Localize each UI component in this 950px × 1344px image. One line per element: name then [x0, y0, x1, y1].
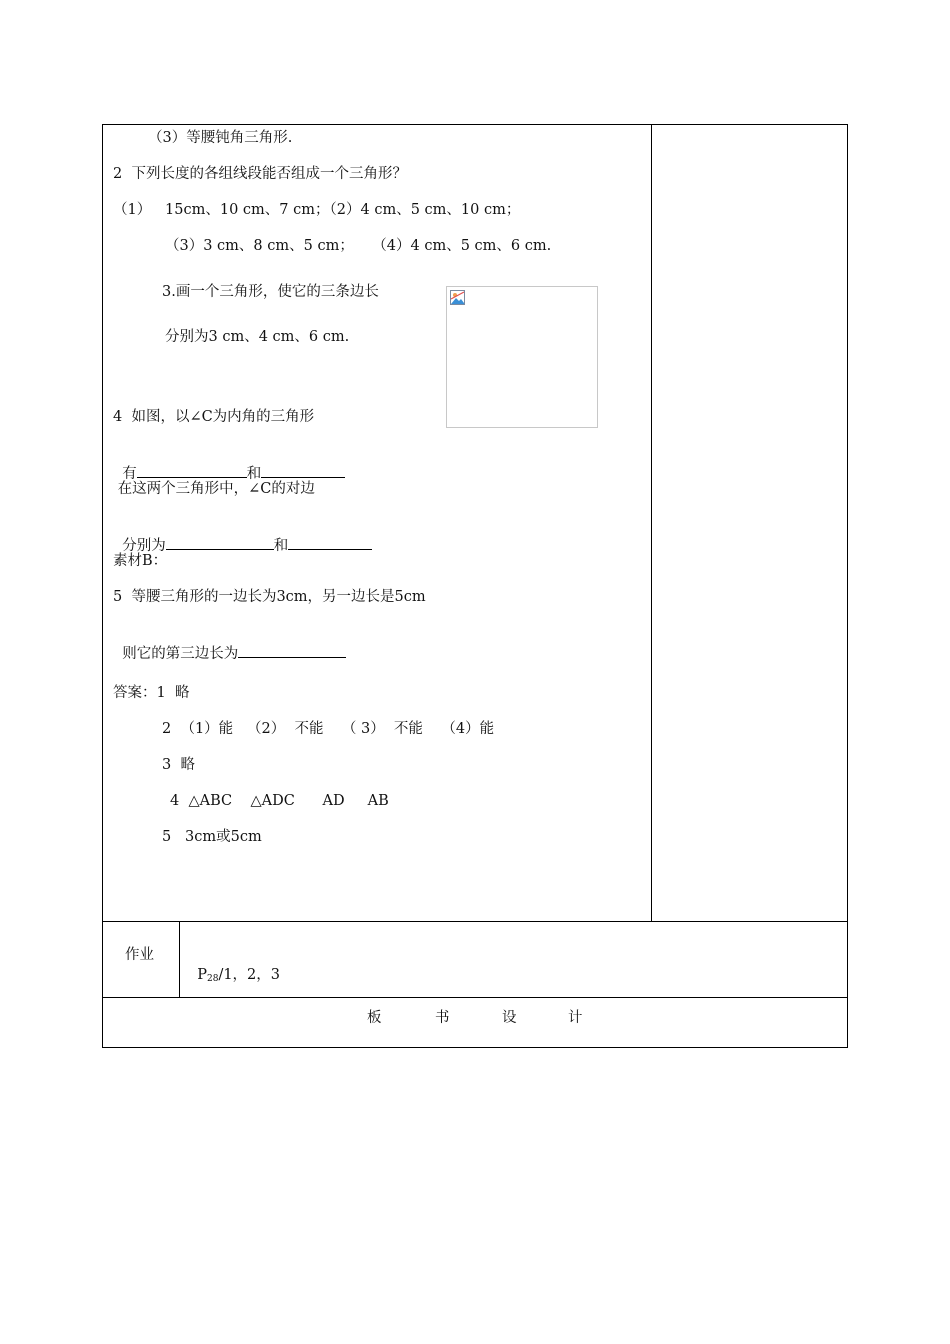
exercise-3-line-2: 分别为3 cm、4 cm、6 cm.	[165, 329, 350, 345]
exercise-4-blank-line-1	[113, 443, 345, 484]
homework-page-prefix: P	[197, 967, 207, 983]
table-border-bottom	[102, 1047, 848, 1048]
exercise-2-options-3-4: （3）3 cm、8 cm、5 cm； （4）4 cm、5 cm、6 cm.	[165, 238, 552, 254]
figure-placeholder	[446, 286, 598, 428]
exercise-4-opposite-side: 在这两个三角形中，∠C的对边	[113, 481, 315, 497]
row-divider-homework	[102, 921, 848, 922]
column-divider	[651, 124, 652, 922]
homework-problems: /1，2，3	[218, 967, 280, 983]
material-b-heading: 素材B：	[113, 553, 168, 569]
board-design-char-4: 计	[568, 1010, 583, 1026]
board-design-char-1: 板	[367, 1010, 382, 1026]
answer-blank	[166, 535, 274, 550]
answer-blank	[238, 643, 346, 658]
table-border-left	[102, 124, 103, 1048]
answer-3: 3 略	[162, 757, 195, 773]
exercise-5-question: 5 等腰三角形的一边长为3cm，另一边长是5cm	[113, 589, 426, 605]
row-divider-board	[102, 997, 848, 998]
exercise-3-line-1: 3.画一个三角形，使它的三条边长	[162, 284, 379, 300]
homework-page-number: 28	[206, 974, 219, 984]
broken-image-icon	[450, 290, 465, 305]
answer-blank	[288, 535, 372, 550]
table-border-top	[102, 124, 848, 125]
exercise-1-item-3: （3）等腰钝角三角形.	[148, 130, 293, 146]
answer-2: 2 （1）能 （2） 不能 （ 3） 不能 （4）能	[162, 721, 495, 737]
exercise-2-options-1-2: （1） 15cm、10 cm、7 cm；（2）4 cm、5 cm、10 cm；	[113, 202, 521, 218]
homework-label: 作业	[125, 947, 154, 963]
homework-label-divider	[179, 921, 180, 998]
table-border-right	[847, 124, 848, 1048]
answer-5: 5 3cm或5cm	[162, 829, 262, 845]
answer-blank	[261, 463, 345, 478]
exercise-2-question: 2 下列长度的各组线段能否组成一个三角形？	[113, 166, 407, 182]
board-design-char-3: 设	[502, 1010, 517, 1026]
text-respectively: 分别为	[122, 538, 166, 554]
homework-content	[188, 945, 280, 989]
exercise-4-blank-line-2	[113, 515, 372, 556]
text-third-side: 则它的第三边长为	[122, 646, 239, 662]
text-and: 和	[246, 466, 262, 482]
answers-heading: 答案：1 略	[113, 685, 190, 701]
board-design-char-2: 书	[435, 1010, 450, 1026]
answer-blank	[137, 463, 247, 478]
text-you: 有	[122, 466, 137, 482]
text-and: 和	[273, 538, 289, 554]
exercise-4-question: 4 如图，以∠C为内角的三角形	[113, 409, 315, 425]
answer-4: 4 △ABC △ADC AD AB	[170, 793, 389, 809]
exercise-5-blank-line	[113, 623, 346, 664]
